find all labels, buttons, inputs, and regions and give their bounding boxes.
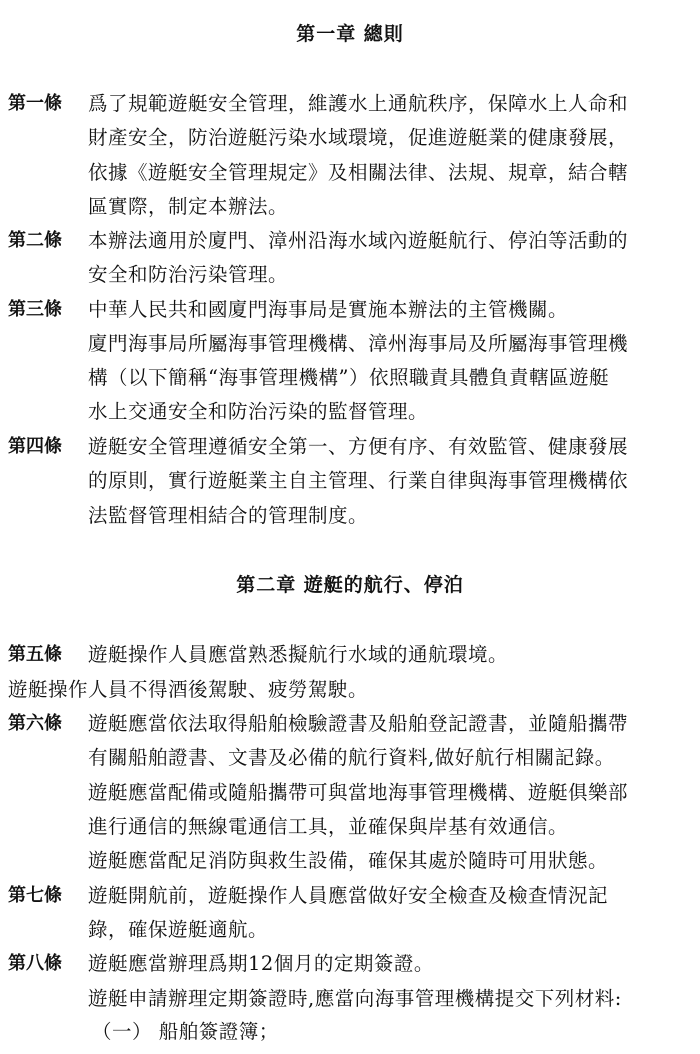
article-1-line-4: 區實際，制定本辦法。 [88,195,289,218]
article-3-label: 第三條 [8,299,62,320]
article-1-line-3: 依據《遊艇安全管理規定》及相關法律、法規、規章，結合轄 [88,161,629,184]
article-2-label: 第二條 [8,230,62,251]
article-4-label: 第四條 [8,436,62,457]
article-6-line-3: 遊艇應當配備或隨船攜帶可與當地海事管理機構、遊艇俱樂部 [88,781,629,804]
article-4-line-1: 遊艇安全管理遵循安全第一、方便有序、有效監管、健康發展 [88,435,629,458]
article-6-line-2: 有關船舶證書、文書及必備的航行資料,做好航行相關記錄。 [88,746,615,769]
article-7-label: 第七條 [8,885,62,906]
article-2-line-2: 安全和防治污染管理。 [88,263,289,286]
article-7-line-1: 遊艇開航前，遊艇操作人員應當做好安全檢查及檢查情況記 [88,884,609,907]
article-6-line-5: 遊艇應當配足消防與救生設備，確保其處於隨時可用狀態。 [88,849,609,872]
article-4-line-2: 的原則，實行遊艇業主自主管理、行業自律與海事管理機構依 [88,469,629,492]
article-2-line-1: 本辦法適用於廈門、漳州沿海水域內遊艇航行、停泊等活動的 [88,229,629,252]
article-3-line-2: 廈門海事局所屬海事管理機構、漳州海事局及所屬海事管理機 [88,332,629,355]
article-6-line-4: 進行通信的無線電通信工具，並確保與岸基有效通信。 [88,815,569,838]
article-8-item-1: （一） 船舶簽證簿； [92,1020,279,1043]
chapter-1-title: 第一章 總則 [296,23,404,45]
chapter-2-title: 第二章 遊艇的航行、停泊 [236,574,464,596]
article-6-label: 第六條 [8,713,62,734]
article-3-line-1: 中華人民共和國廈門海事局是實施本辦法的主管機關。 [88,298,569,321]
article-5-paragraph-2: 遊艇操作人員不得酒後駕駛、疲勞駕駛。 [8,678,369,701]
article-1-label: 第一條 [8,93,62,114]
article-7-line-2: 錄，確保遊艇適航。 [88,918,269,941]
article-8-label: 第八條 [8,953,62,974]
article-8-line-2: 遊艇申請辦理定期簽證時,應當向海事管理機構提交下列材料: [88,987,622,1010]
article-1-line-2: 財產安全，防治遊艇污染水域環境，促進遊艇業的健康發展， [88,126,629,149]
article-4-line-3: 法監督管理相結合的管理制度。 [88,504,369,527]
article-5-label: 第五條 [8,644,62,665]
article-3-line-3: 構（以下簡稱“海事管理機構”）依照職責具體負責轄區遊艇 [88,366,609,389]
article-3-line-4: 水上交通安全和防治污染的監督管理。 [88,400,429,423]
article-8-line-1: 遊艇應當辦理爲期12個月的定期簽證。 [88,952,434,975]
article-1-line-1: 爲了規範遊艇安全管理，維護水上通航秩序，保障水上人命和 [88,92,629,115]
article-5-line-1: 遊艇操作人員應當熟悉擬航行水域的通航環境。 [88,643,509,666]
article-6-line-1: 遊艇應當依法取得船舶檢驗證書及船舶登記證書，並隨船攜帶 [88,712,629,735]
